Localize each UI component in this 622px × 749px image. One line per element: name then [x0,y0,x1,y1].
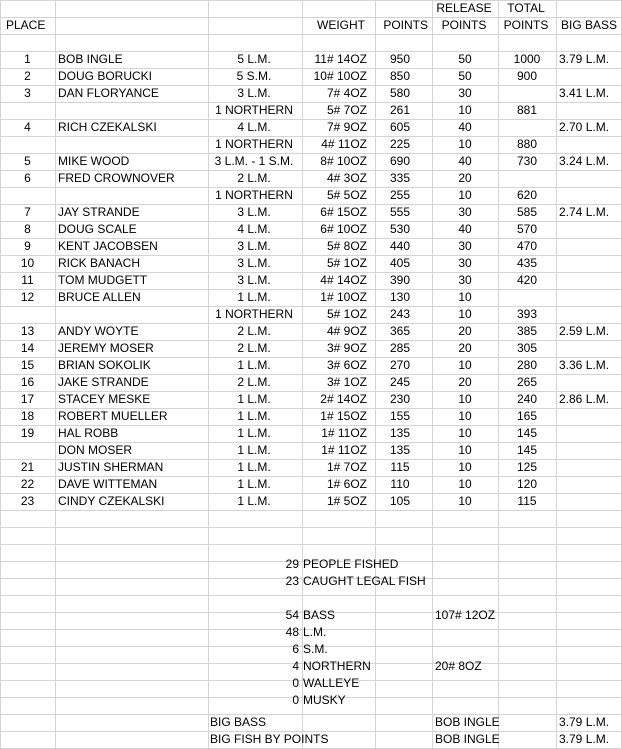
summary-label: NORTHERN [303,659,371,673]
weight-cell: 1# 7OZ [326,460,367,474]
angler-name: JUSTIN SHERMAN [58,460,164,474]
big-bass-cell [559,68,622,85]
points-cell: 850 [389,69,411,83]
summary-count: 54 [285,608,299,622]
grid-line-horizontal [0,544,622,545]
release-cell: 30 [458,273,472,287]
summary-label: L.M. [303,625,327,639]
place-cell: 16 [20,375,35,389]
catch-cell: 1 NORTHERN [215,307,293,321]
big-bass-cell [559,442,622,459]
catch-cell: 1 L.M. [237,409,271,423]
points-cell: 155 [389,409,411,423]
release-cell: 10 [458,443,472,457]
weight-cell: 7# 9OZ [326,120,367,134]
release-cell: 20 [458,171,472,185]
big-bass-cell [559,255,622,272]
release-cell: 50 [458,52,472,66]
points-cell: 130 [389,290,411,304]
summary-extra [435,556,555,573]
total-cell: 730 [516,154,538,168]
release-cell: 10 [458,188,472,202]
place-cell: 2 [24,69,31,83]
header-total: TOTAL [507,1,545,15]
release-cell: 10 [458,426,472,440]
angler-name: DOUG SCALE [58,222,137,236]
place-cell: 21 [20,460,35,474]
angler-name: DAN FLORYANCE [58,86,159,100]
angler-name: RICK BANACH [58,256,141,270]
big-bass-cell [559,459,622,476]
big-bass-cell: 2.74 L.M. [559,205,610,219]
points-cell: 405 [389,256,411,270]
weight-cell: 3# 9OZ [326,341,367,355]
header-weight: WEIGHT [317,18,365,32]
weight-cell: 3# 6OZ [326,358,367,372]
place-cell: 3 [24,86,31,100]
catch-cell: 1 NORTHERN [215,103,293,117]
weight-cell: 5# 7OZ [326,103,367,117]
place-cell [0,136,55,153]
catch-cell: 4 L.M. [237,222,271,236]
catch-cell: 1 L.M. [237,494,271,508]
angler-name: DON MOSER [58,443,133,457]
angler-name [58,136,208,153]
big-bass-cell [559,306,622,323]
points-cell: 243 [389,307,411,321]
release-cell: 10 [458,460,472,474]
points-cell: 135 [389,426,411,440]
total-cell [498,85,556,102]
summary-extra: 107# 12OZ [435,608,496,622]
big-bass-cell: 3.79 L.M. [559,52,610,66]
big-bass-cell: 2.86 L.M. [559,392,610,406]
summary-label: BASS [303,608,336,622]
weight-cell: 6# 10OZ [320,222,367,236]
summary-count: 0 [292,693,299,707]
release-cell: 10 [458,137,472,151]
angler-name: KENT JACOBSEN [58,239,158,253]
points-cell: 261 [389,103,411,117]
summary-label: CAUGHT LEGAL FISH [303,574,426,588]
total-cell: 1000 [513,52,541,66]
angler-name: BRUCE ALLEN [58,290,141,304]
header-big-bass: BIG BASS [560,18,618,32]
release-cell: 10 [458,494,472,508]
place-cell [0,306,55,323]
catch-cell: 1 L.M. [237,392,271,406]
place-cell: 1 [24,52,31,66]
points-cell: 255 [389,188,411,202]
points-cell: 390 [389,273,411,287]
release-cell: 10 [458,307,472,321]
summary-label: S.M. [303,642,328,656]
total-cell [498,170,556,187]
points-cell: 335 [389,171,411,185]
catch-cell: 3 L.M. [237,205,271,219]
weight-cell: 1# 10OZ [320,290,367,304]
angler-name: FRED CROWNOVER [58,171,175,185]
summary-extra [435,692,555,709]
place-cell: 17 [20,392,35,406]
angler-name: HAL ROBB [58,426,119,440]
points-cell: 365 [389,324,411,338]
release-cell: 30 [458,86,472,100]
catch-cell: 2 L.M. [237,341,271,355]
place-cell: 8 [24,222,31,236]
big-bass-cell: 3.36 L.M. [559,358,610,372]
big-bass-cell [559,476,622,493]
big-bass-cell [559,187,622,204]
release-cell: 50 [458,69,472,83]
angler-name: BOB INGLE [58,52,123,66]
weight-cell: 4# 3OZ [326,171,367,185]
weight-cell: 8# 10OZ [320,154,367,168]
angler-name [58,102,208,119]
grid-line-horizontal [0,595,622,596]
angler-name: TOM MUDGETT [58,273,148,287]
points-cell: 580 [389,86,411,100]
award-value: 3.79 L.M. [559,732,610,746]
summary-label: PEOPLE FISHED [303,557,399,571]
total-cell: 435 [516,256,538,270]
header-release-points: POINTS [441,18,487,32]
angler-name: BRIAN SOKOLIK [58,358,151,372]
summary-label: MUSKY [303,693,346,707]
total-cell: 585 [516,205,538,219]
place-cell: 13 [20,324,35,338]
award-value: 3.79 L.M. [559,715,610,729]
points-cell: 230 [389,392,411,406]
total-cell: 900 [516,69,538,83]
points-cell: 245 [389,375,411,389]
summary-extra [435,641,555,658]
angler-name: RICH CZEKALSKI [58,120,157,134]
summary-extra [435,573,555,590]
release-cell: 20 [458,324,472,338]
big-bass-cell: 3.24 L.M. [559,154,610,168]
weight-cell: 5# 8OZ [326,239,367,253]
release-cell: 30 [458,239,472,253]
points-cell: 285 [389,341,411,355]
weight-cell: 4# 14OZ [320,273,367,287]
weight-cell: 5# 5OZ [326,188,367,202]
big-bass-cell [559,238,622,255]
points-cell: 225 [389,137,411,151]
catch-cell: 4 L.M. [237,120,271,134]
angler-name: ANDY WOYTE [58,324,139,338]
release-cell: 10 [458,409,472,423]
weight-cell: 4# 11OZ [321,137,367,151]
total-cell: 240 [516,392,538,406]
release-cell: 30 [458,205,472,219]
release-cell: 10 [458,477,472,491]
points-cell: 135 [389,443,411,457]
catch-cell: 1 L.M. [237,426,271,440]
angler-name: STACEY MESKE [58,392,151,406]
big-bass-cell [559,425,622,442]
angler-name: MIKE WOOD [58,154,130,168]
place-cell: 12 [20,290,35,304]
big-bass-cell [559,340,622,357]
grid-line-horizontal [0,510,622,511]
summary-extra [435,624,555,641]
points-cell: 115 [390,460,410,474]
place-cell: 11 [21,273,34,287]
place-cell: 10 [20,256,35,270]
catch-cell: 1 L.M. [237,443,271,457]
award-winner: BOB INGLE [435,715,500,729]
award-label: BIG BASS [210,715,267,729]
total-cell: 265 [516,375,538,389]
summary-count: 6 [292,642,299,656]
total-cell: 880 [516,137,538,151]
catch-cell: 3 L.M. [237,86,271,100]
catch-cell: 3 L.M. [237,239,271,253]
header-total-points: POINTS [503,18,549,32]
angler-name: DAVE WITTEMAN [58,477,158,491]
place-cell [0,442,55,459]
place-cell: 19 [20,426,35,440]
catch-cell: 5 S.M. [236,69,272,83]
catch-cell: 1 L.M. [237,358,271,372]
catch-cell: 3 L.M. [237,273,271,287]
total-cell: 115 [517,494,537,508]
weight-cell: 10# 10OZ [313,69,367,83]
points-cell: 690 [389,154,411,168]
place-cell: 9 [24,239,31,253]
weight-cell: 1# 6OZ [326,477,367,491]
big-bass-cell [559,289,622,306]
catch-cell: 2 L.M. [237,375,271,389]
release-cell: 10 [458,358,472,372]
points-cell: 605 [389,120,411,134]
place-cell: 23 [20,494,35,508]
total-cell [498,289,556,306]
grid-line-horizontal [0,34,622,35]
catch-cell: 1 L.M. [237,290,271,304]
weight-cell: 3# 1OZ [326,375,367,389]
angler-name: DOUG BORUCKI [58,69,153,83]
total-cell: 470 [516,239,538,253]
total-cell: 393 [516,307,538,321]
weight-cell: 1# 11OZ [321,443,367,457]
header-release: RELEASE [436,1,492,15]
weight-cell: 4# 9OZ [326,324,367,338]
release-cell: 10 [458,290,472,304]
place-cell: 7 [24,205,31,219]
angler-name: CINDY CZEKALSKI [58,494,165,508]
release-cell: 10 [458,392,472,406]
release-cell: 30 [458,256,472,270]
big-bass-cell [559,221,622,238]
total-cell: 145 [516,443,538,457]
award-label: BIG FISH BY POINTS [210,732,329,746]
big-bass-cell [559,374,622,391]
total-cell: 280 [516,358,538,372]
catch-cell: 1 NORTHERN [215,137,293,151]
summary-count: 29 [285,557,299,571]
weight-cell: 6# 15OZ [320,205,367,219]
total-cell: 305 [516,341,538,355]
weight-cell: 5# 1OZ [326,307,367,321]
total-cell: 125 [516,460,538,474]
place-cell [0,102,55,119]
total-cell: 570 [516,222,538,236]
total-cell: 120 [516,477,538,491]
big-bass-cell [559,102,622,119]
total-cell [498,119,556,136]
angler-name: JAKE STRANDE [58,375,149,389]
summary-extra: 20# 8OZ [435,659,482,673]
release-cell: 20 [458,341,472,355]
angler-name: JAY STRANDE [58,205,140,219]
summary-count: 23 [285,574,299,588]
release-cell: 40 [458,120,472,134]
big-bass-cell [559,136,622,153]
catch-cell: 1 L.M. [237,460,271,474]
big-bass-cell [559,272,622,289]
points-cell: 555 [389,205,411,219]
summary-label: WALLEYE [303,676,360,690]
place-cell: 6 [24,171,31,185]
weight-cell: 1# 11OZ [321,426,367,440]
catch-cell: 1 L.M. [237,477,271,491]
points-cell: 950 [389,52,411,66]
weight-cell: 5# 1OZ [326,256,367,270]
header-points: POINTS [383,18,428,32]
big-bass-cell [559,408,622,425]
big-bass-cell [559,170,622,187]
big-bass-cell [559,493,622,510]
total-cell: 145 [516,426,538,440]
big-bass-cell: 2.59 L.M. [559,324,610,338]
total-cell: 420 [516,273,538,287]
grid-line-horizontal [0,527,622,528]
place-cell: 15 [20,358,35,372]
points-cell: 440 [389,239,411,253]
header-place: PLACE [6,18,46,32]
total-cell: 881 [516,103,538,117]
place-cell [0,187,55,204]
weight-cell: 11# 14OZ [314,52,367,66]
place-cell: 22 [20,477,35,491]
weight-cell: 1# 15OZ [320,409,367,423]
place-cell: 18 [20,409,35,423]
summary-extra [435,675,555,692]
catch-cell: 3 L.M. - 1 S.M. [214,154,294,168]
total-cell: 620 [516,188,538,202]
weight-cell: 1# 5OZ [326,494,367,508]
summary-count: 48 [285,625,299,639]
release-cell: 10 [458,103,472,117]
weight-cell: 7# 4OZ [326,86,367,100]
award-winner: BOB INGLE [435,732,500,746]
place-cell: 5 [24,154,31,168]
catch-cell: 3 L.M. [237,256,271,270]
points-cell: 110 [390,477,410,491]
angler-name [58,306,208,323]
angler-name [58,187,208,204]
place-cell: 14 [20,341,35,355]
angler-name: ROBERT MUELLER [58,409,168,423]
release-cell: 40 [458,154,472,168]
points-cell: 105 [389,494,411,508]
big-bass-cell: 3.41 L.M. [559,86,610,100]
angler-name: JEREMY MOSER [58,341,154,355]
catch-cell: 2 L.M. [237,324,271,338]
points-cell: 530 [389,222,411,236]
total-cell: 165 [516,409,538,423]
big-bass-cell: 2.70 L.M. [559,120,610,134]
weight-cell: 2# 14OZ [320,392,367,406]
release-cell: 20 [458,375,472,389]
release-cell: 40 [458,222,472,236]
place-cell: 4 [24,120,31,134]
points-cell: 270 [389,358,411,372]
summary-count: 0 [292,676,299,690]
summary-count: 4 [292,659,299,673]
total-cell: 385 [516,324,538,338]
catch-cell: 1 NORTHERN [215,188,293,202]
catch-cell: 5 L.M. [237,52,271,66]
catch-cell: 2 L.M. [237,171,271,185]
